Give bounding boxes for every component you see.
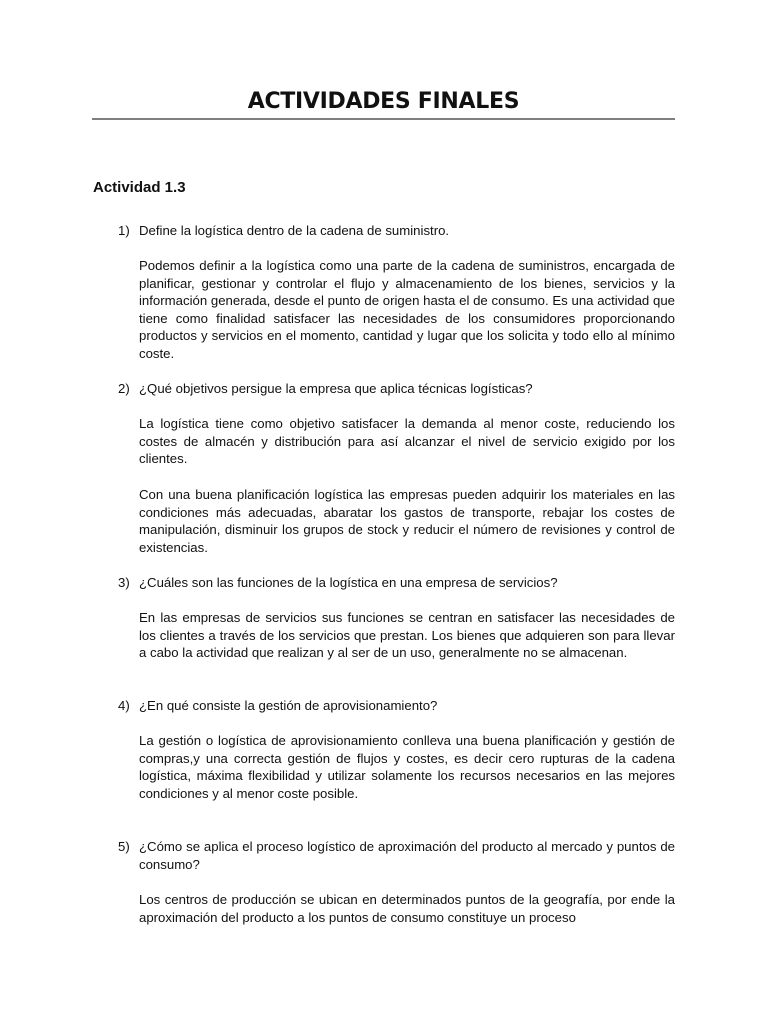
question-text: ¿Cómo se aplica el proceso logístico de aproximación del producto al mercado y puntos de consumo?: [139, 839, 675, 872]
question-1: [118, 222, 675, 240]
question-text: ¿En qué consiste la gestión de aprovisionamiento?: [139, 698, 438, 713]
question-number: 1): [118, 223, 130, 238]
question-text: Define la logística dentro de la cadena de suministro.: [139, 223, 450, 238]
question-text: ¿Qué objetivos persigue la empresa que aplica técnicas logísticas?: [139, 381, 533, 396]
answer-1-paragraph-1: Podemos definir a la logística como una parte de la cadena de suministros, encargada de planificar, gestionar y controlar el flujo y almacenamiento de los bienes, servicios y la información generada, desde el punto de origen hasta el de consumo. Es una actividad que tiene como finalidad satisfacer las necesidades de los consumidores proporcionando productos y servicios en el momento, cantidad y lugar que los solicita y todo ello al mínimo coste.: [139, 258, 675, 361]
question-number: 2): [118, 381, 130, 396]
answer-5-paragraph-1: Los centros de producción se ubican en determinados puntos de la geografía, por ende la aproximación del producto a los puntos de consumo constituye un proceso: [139, 892, 675, 925]
page-title: ACTIVIDADES FINALES: [247, 89, 520, 114]
section-heading: Actividad 1.3: [93, 179, 186, 196]
question-number: 3): [118, 575, 130, 590]
question-number: 5): [118, 839, 130, 854]
question-3: [118, 574, 675, 592]
answer-4-paragraph-1: La gestión o logística de aprovisionamiento conlleva una buena planificación y gestión de compras,y una correcta gestión de flujos y costes, es decir cero rupturas de la cadena logística, máxima flexibilidad y utilizar solamente los recursos necesarios en las mejores condiciones y al menor coste posible.: [139, 733, 675, 801]
answer-2-paragraph-2: Con una buena planificación logística las empresas pueden adquirir los materiales en las condiciones más adecuadas, abaratar los gastos de transporte, rebajar los costes de manipulación, disminuir los grupos de stock y reducir el número de revisiones y control de existencias.: [139, 487, 675, 555]
question-4: [118, 697, 675, 715]
answer-3-paragraph-1: En las empresas de servicios sus funciones se centran en satisfacer las necesidades de los clientes a través de los servicios que prestan. Los bienes que adquieren son para llevar a cabo la actividad que realizan y al ser de un uso, generalmente no se almacenan.: [139, 610, 675, 661]
question-2: [118, 380, 675, 398]
title-divider: [92, 118, 675, 120]
answer-2-paragraph-1: La logística tiene como objetivo satisfacer la demanda al menor coste, reduciendo los costes de almacén y distribución para así alcanzar el nivel de servicio exigido por los clientes.: [139, 416, 675, 467]
question-5: [118, 838, 675, 873]
question-text: ¿Cuáles son las funciones de la logística en una empresa de servicios?: [139, 575, 558, 590]
question-number: 4): [118, 698, 130, 713]
